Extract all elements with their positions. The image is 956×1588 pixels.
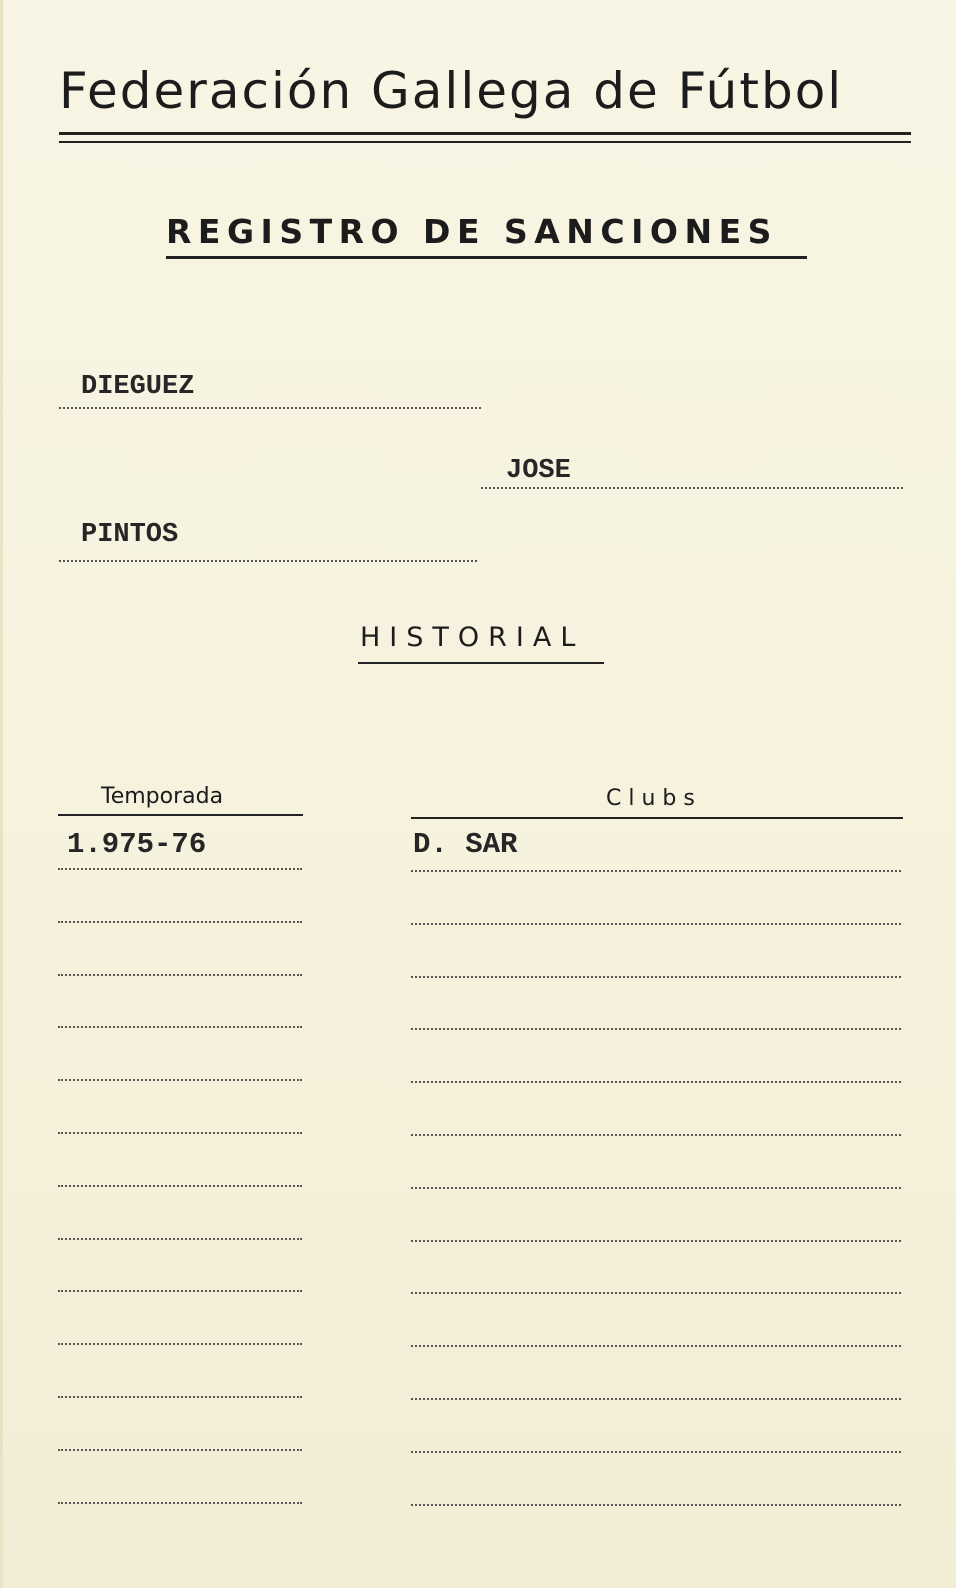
temporada-dotted-line <box>58 1079 302 1081</box>
col-rule-temporada <box>58 814 303 816</box>
col-header-temporada: Temporada <box>101 784 224 809</box>
temporada-dotted-line <box>58 1290 302 1292</box>
temporada-cell: 1.975-76 <box>67 828 207 861</box>
temporada-dotted-line <box>58 1132 302 1134</box>
club-dotted-line <box>411 1398 901 1400</box>
club-dotted-line <box>411 1081 901 1083</box>
first-name-value: JOSE <box>506 456 571 486</box>
historial-underline <box>358 662 604 664</box>
surname-2-line <box>59 560 477 562</box>
club-dotted-line <box>411 1187 901 1189</box>
temporada-dotted-line <box>58 1238 302 1240</box>
temporada-dotted-line <box>58 921 302 923</box>
temporada-dotted-line <box>58 1343 302 1345</box>
temporada-dotted-line <box>58 1396 302 1398</box>
temporada-dotted-line <box>58 1502 302 1504</box>
surname-2-value: PINTOS <box>81 520 179 550</box>
club-dotted-line <box>411 923 901 925</box>
club-dotted-line <box>411 1240 901 1242</box>
club-dotted-line <box>411 870 901 872</box>
club-dotted-line <box>411 1504 901 1506</box>
temporada-dotted-line <box>58 1449 302 1451</box>
temporada-dotted-line <box>58 974 302 976</box>
federation-title: Federación Gallega de Fútbol <box>59 62 844 120</box>
club-dotted-line <box>411 1028 901 1030</box>
club-cell: D. SAR <box>413 828 518 861</box>
surname-1-value: DIEGUEZ <box>81 372 195 402</box>
temporada-dotted-line <box>58 1185 302 1187</box>
col-header-clubs: Clubs <box>606 786 702 811</box>
surname-1-line <box>59 407 481 409</box>
register-subtitle: REGISTRO DE SANCIONES <box>166 212 778 251</box>
first-name-line <box>481 487 903 489</box>
title-rule-bottom <box>59 141 911 143</box>
title-rule-top <box>59 132 911 135</box>
historial-heading: HISTORIAL <box>360 622 585 653</box>
col-rule-clubs <box>411 817 903 819</box>
subtitle-underline <box>166 256 807 259</box>
temporada-dotted-line <box>58 868 302 870</box>
club-dotted-line <box>411 1292 901 1294</box>
club-dotted-line <box>411 1134 901 1136</box>
club-dotted-line <box>411 1451 901 1453</box>
club-dotted-line <box>411 976 901 978</box>
temporada-dotted-line <box>58 1026 302 1028</box>
club-dotted-line <box>411 1345 901 1347</box>
